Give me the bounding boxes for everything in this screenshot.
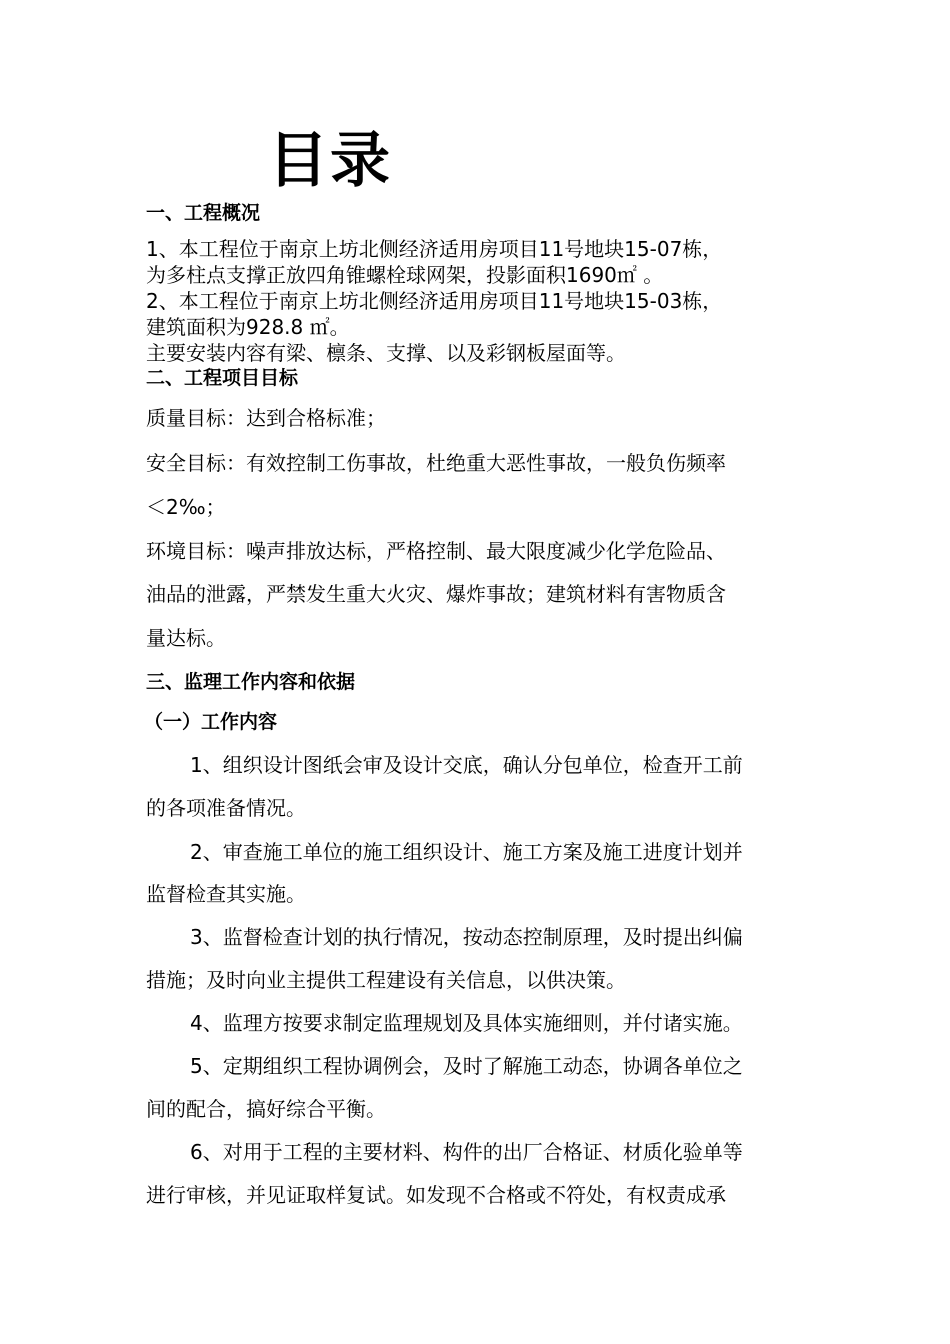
- section2-heading: 二、工程项目目标: [146, 367, 299, 389]
- work-item1-line1: 1、组织设计图纸会审及设计交底，确认分包单位，检查开工前: [190, 753, 743, 777]
- work-item3-line1: 3、监督检查计划的执行情况，按动态控制原理，及时提出纠偏: [190, 925, 743, 949]
- work-item5-line1: 5、定期组织工程协调例会，及时了解施工动态，协调各单位之: [190, 1054, 743, 1078]
- work-item3-line2: 措施；及时向业主提供工程建设有关信息，以供决策。: [146, 968, 626, 992]
- section1-main-content: 主要安装内容有梁、檩条、支撑、以及彩钢板屋面等。: [146, 341, 626, 365]
- work-item1-line2: 的各项准备情况。: [146, 796, 306, 820]
- safety-target-line1: 安全目标：有效控制工伤事故，杜绝重大恶性事故，一般负伤频率: [146, 451, 726, 475]
- work-item6-line1: 6、对用于工程的主要材料、构件的出厂合格证、材质化验单等: [190, 1140, 743, 1164]
- environment-target-line2: 油品的泄露，严禁发生重大火灾、爆炸事故；建筑材料有害物质含: [146, 582, 726, 606]
- section1-item2-line2: 建筑面积为928.8 ㎡。: [146, 315, 350, 339]
- section3-heading: 三、监理工作内容和依据: [146, 671, 356, 693]
- environment-target-line1: 环境目标：噪声排放达标，严格控制、最大限度减少化学危险品、: [146, 539, 726, 563]
- section3-subheading: （一）工作内容: [144, 711, 278, 733]
- section1-item2-line1: 2、本工程位于南京上坊北侧经济适用房项目11号地块15-03栋，: [146, 289, 723, 313]
- work-item4-line1: 4、监理方按要求制定监理规划及具体实施细则，并付诸实施。: [190, 1011, 743, 1035]
- work-item2-line2: 监督检查其实施。: [146, 882, 306, 906]
- section1-heading: 一、工程概况: [146, 202, 261, 224]
- work-item2-line1: 2、审查施工单位的施工组织设计、施工方案及施工进度计划并: [190, 840, 743, 864]
- work-item6-line2: 进行审核，并见证取样复试。如发现不合格或不符处，有权责成承: [146, 1183, 726, 1207]
- environment-target-line3: 量达标。: [146, 626, 226, 650]
- safety-target-line2: ＜2‰；: [146, 495, 226, 519]
- section1-item1-line2: 为多柱点支撑正放四角锥螺栓球网架，投影面积1690㎡ 。: [146, 263, 664, 287]
- page-title: 目录: [268, 126, 392, 196]
- quality-target: 质量目标：达到合格标准；: [146, 406, 386, 430]
- section1-item1-line1: 1、本工程位于南京上坊北侧经济适用房项目11号地块15-07栋，: [146, 237, 723, 261]
- work-item5-line2: 间的配合，搞好综合平衡。: [146, 1097, 386, 1121]
